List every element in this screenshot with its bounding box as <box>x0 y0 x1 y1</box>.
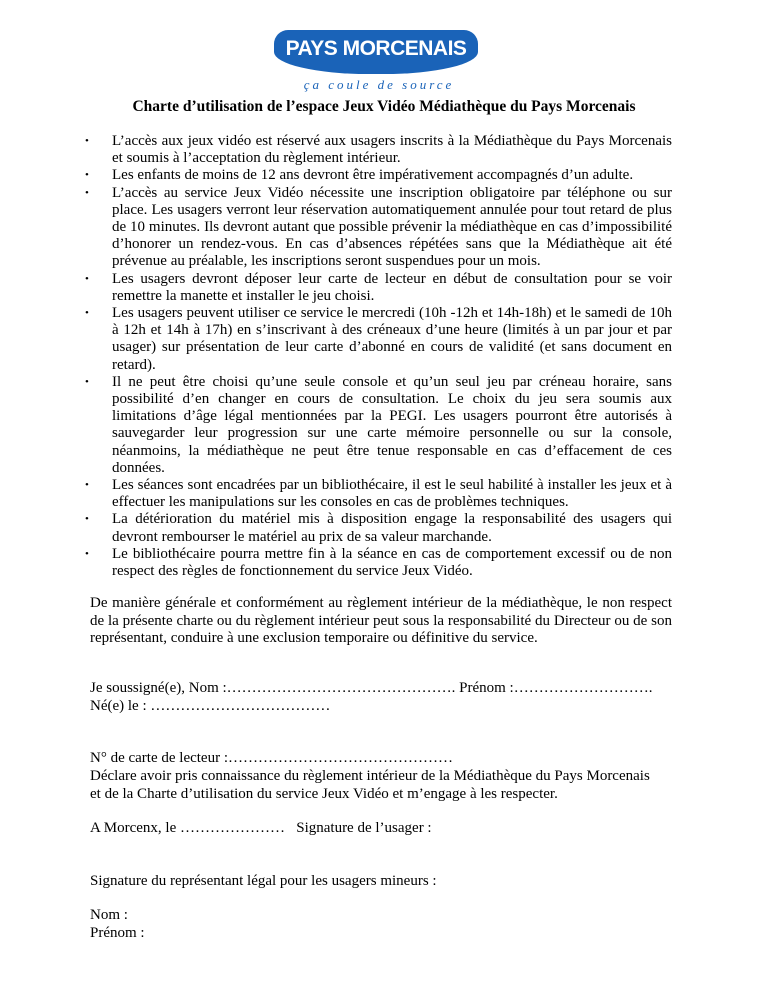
declaration-line-2: et de la Charte d’utilisation du service Jeux Vidéo et m’engage à les respecter. <box>90 786 558 802</box>
general-conditions-paragraph: De manière générale et conformément au règlement intérieur de la médiathèque, le non respect de la présente charte ou du règlement intérieur peut sous la responsabilité du Directeur ou de son représentant, conduire à une exclusion temporaire ou définitive du service. <box>90 595 672 646</box>
bullet-icon: • <box>85 307 89 320</box>
rules-list <box>85 133 672 580</box>
place-date-signature-line: A Morcenx, le ………………… Signature de l’usager : <box>90 820 432 836</box>
document-title: Charte d’utilisation de l’espace Jeux Vidéo Médiathèque du Pays Morcenais <box>132 98 636 115</box>
rule-text: L’accès au service Jeux Vidéo nécessite une inscription obligatoire par téléphone ou sur place. Les usagers verront leur réservation automatiquement annulée pour tout retard de plus de 10 minutes. Ils devront autant que possible prévenir la médiathèque en cas d’impossibilité d’honorer un rendez-vous. En cas d’absences répétées sans que la Médiathèque ait été prévenue au préalable, les inscriptions seront suspendues pour un mois. <box>112 184 672 270</box>
logo-name: PAYS MORCENAIS <box>285 37 467 60</box>
logo-tagline: ça coule de source <box>303 77 455 92</box>
rule-text: L’accès aux jeux vidéo est réservé aux usagers inscrits à la Médiathèque du Pays Morcenais et soumis à l’acceptation du règlement intérieur. <box>112 133 672 167</box>
bullet-icon: • <box>85 272 89 285</box>
rule-text: Il ne peut être choisi qu’une seule console et qu’un seul jeu par créneau horaire, sans possibilité d’en changer en cours de consultation. Le choix du jeu sera soumis aux limitations d’âge légal mentionnées par la PEGI. Les usagers pourront être autorisés à sauvegarder leur progression sur une carte mémoire personnelle ou sur la console, néanmoins, la médiathèque ne peut être tenue responsable en cas d’effacement de ces données. <box>112 373 672 476</box>
pays-morcenais-logo <box>268 22 490 94</box>
rule-item <box>85 545 672 580</box>
guardian-signature-line: Signature du représentant légal pour les usagers mineurs : <box>90 873 437 889</box>
undersigned-name-line: Je soussigné(e), Nom :………………………………………. Prénom :………………………. <box>90 680 653 696</box>
rule-text: Les séances sont encadrées par un bibliothécaire, il est le seul habilité à installer les jeux et à effectuer les manipulations sur les consoles en cas de problèmes techniques. <box>112 477 672 511</box>
rule-item <box>85 270 672 305</box>
rule-item <box>85 133 672 167</box>
rule-text: Les enfants de moins de 12 ans devront être impérativement accompagnés d’un adulte. <box>112 167 634 184</box>
birth-date-line: Né(e) le : ……………………………… <box>90 698 331 714</box>
guardian-last-name-field: Nom : <box>90 907 128 923</box>
bullet-icon: • <box>85 547 89 560</box>
rule-text: Les usagers devront déposer leur carte de lecteur en début de consultation pour se voir remettre la manette et installer le jeu choisi. <box>112 270 672 304</box>
declaration-line-1: Déclare avoir pris connaissance du règlement intérieur de la Médiathèque du Pays Morcenais <box>90 768 650 784</box>
bullet-icon: • <box>85 135 89 147</box>
bullet-icon: • <box>85 375 89 388</box>
reader-card-line: N° de carte de lecteur :……………………………………… <box>90 750 454 766</box>
rule-item <box>85 167 672 184</box>
rule-item <box>85 511 672 545</box>
rule-text: Le bibliothécaire pourra mettre fin à la séance en cas de comportement excessif ou de non respect des règles de fonctionnement du service Jeux Vidéo. <box>112 545 672 580</box>
rule-text: Les usagers peuvent utiliser ce service le mercredi (10h -12h et 14h-18h) et le samedi de 10h à 12h et 14h à 17h) en s’inscrivant à des créneaux d’une heure (limités à un par jour et par usager) sur présentation de leur carte d’abonné en cours de validité (et sans document en retard). <box>112 305 672 373</box>
bullet-icon: • <box>85 186 89 199</box>
rule-item <box>85 305 672 374</box>
bullet-icon: • <box>85 479 89 492</box>
rule-item <box>85 477 672 511</box>
rule-item <box>85 373 672 477</box>
guardian-first-name-field: Prénom : <box>90 925 145 941</box>
bullet-icon: • <box>85 513 89 526</box>
rule-item <box>85 184 672 271</box>
rule-text: La détérioration du matériel mis à disposition engage la responsabilité des usagers qui devront rembourser le matériel au prix de sa valeur marchande. <box>112 511 672 545</box>
bullet-icon: • <box>85 169 89 182</box>
